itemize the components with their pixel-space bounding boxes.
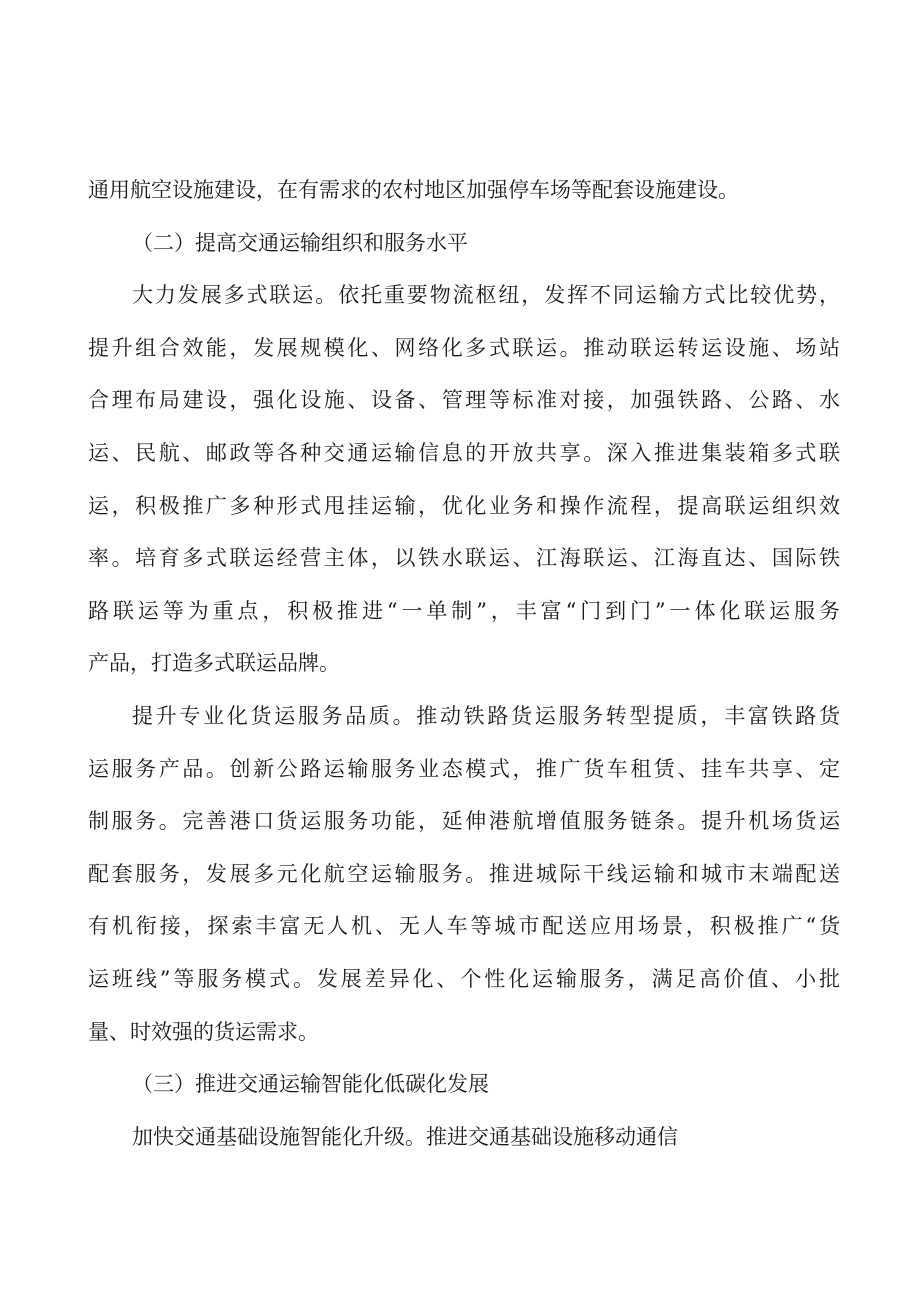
paragraph-line: 路联运等为重点，积极推进“一单制”，丰富“门到门”一体化联运服务: [88, 598, 840, 623]
paragraph-line: 提升组合效能，发展规模化、网络化多式联运。推动联运转运设施、场站: [88, 335, 840, 360]
paragraph-line: 运服务产品。创新公路运输服务业态模式，推广货车租赁、挂车共享、定: [88, 756, 840, 781]
section-heading: （三）推进交通运输智能化低碳化发展: [132, 1072, 489, 1097]
paragraph-line: 运、民航、邮政等各种交通运输信息的开放共享。深入推进集装箱多式联: [88, 440, 840, 465]
paragraph-line: 配套服务，发展多元化航空运输服务。推进城际干线运输和城市末端配送: [88, 861, 840, 886]
paragraph-line: 合理布局建设，强化设施、设备、管理等标准对接，加强铁路、公路、水: [88, 388, 840, 413]
paragraph-line: 率。培育多式联运经营主体，以铁水联运、江海联运、江海直达、国际铁: [88, 546, 840, 571]
paragraph-line: 有机衔接，探索丰富无人机、无人车等城市配送应用场景，积极推广“货: [88, 914, 840, 939]
paragraph-line: 量、时效强的货运需求。: [88, 1019, 319, 1044]
paragraph-line: 提升专业化货运服务品质。推动铁路货运服务转型提质，丰富铁路货: [132, 703, 840, 728]
document-body: [88, 164, 840, 1163]
paragraph-line: 制服务。完善港口货运服务功能，延伸港航增值服务链条。提升机场货运: [88, 809, 840, 834]
paragraph-line: 通用航空设施建设，在有需求的农村地区加强停车场等配套设施建设。: [88, 178, 739, 202]
section-heading: （二）提高交通运输组织和服务水平: [132, 230, 468, 255]
paragraph-line: 产品，打造多式联运品牌。: [88, 651, 340, 676]
paragraph-line: 运，积极推广多种形式甩挂运输，优化业务和操作流程，提高联运组织效: [88, 493, 840, 518]
paragraph-line: 加快交通基础设施智能化升级。推进交通基础设施移动通信: [132, 1124, 678, 1149]
paragraph-line: 大力发展多式联运。依托重要物流枢纽，发挥不同运输方式比较优势，: [132, 283, 840, 308]
paragraph-line: 运班线”等服务模式。发展差异化、个性化运输服务，满足高价值、小批: [88, 966, 840, 991]
